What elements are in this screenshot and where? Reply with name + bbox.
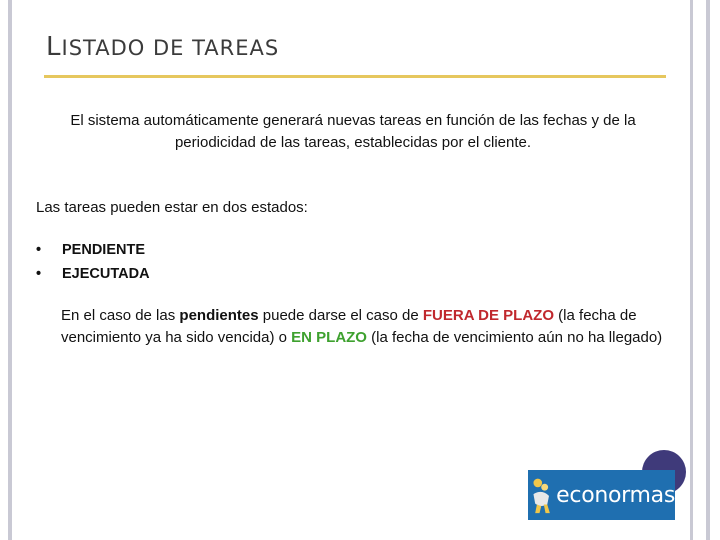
slide-left-border bbox=[8, 0, 12, 540]
explain-text-1: En el caso de las bbox=[61, 307, 180, 324]
title-rest: ISTADO DE TAREAS bbox=[61, 36, 280, 60]
page-title bbox=[46, 32, 279, 62]
intro-paragraph: El sistema automáticamente generará nuevas tareas en función de las fechas y de la periodicidad de las tareas, establecidas por el cliente. bbox=[70, 112, 636, 151]
slide-right-border bbox=[690, 0, 720, 540]
title-underline bbox=[44, 75, 666, 78]
states-list bbox=[36, 240, 150, 288]
explain-text-4: (la fecha de vencimiento aún no ha llegado) bbox=[366, 329, 663, 346]
person-icon bbox=[530, 472, 554, 518]
slide-right-border-line bbox=[706, 0, 710, 540]
logo-text: econormas bbox=[556, 482, 675, 508]
explain-text-2: puede darse el caso de bbox=[258, 307, 423, 324]
econormas-logo bbox=[528, 470, 675, 520]
state-pendiente: PENDIENTE bbox=[62, 242, 145, 258]
bullet-icon: • bbox=[36, 242, 42, 258]
title-initial: L bbox=[46, 32, 62, 62]
explain-text-3: (la fecha de vencimiento ya ha sido vencida) o bbox=[61, 307, 637, 346]
explanation-paragraph bbox=[61, 305, 671, 349]
list-item bbox=[36, 264, 150, 288]
fuera-de-plazo-label: FUERA DE PLAZO bbox=[422, 307, 555, 324]
state-ejecutada: EJECUTADA bbox=[62, 266, 150, 282]
list-item bbox=[36, 240, 150, 264]
en-plazo-label: EN PLAZO bbox=[291, 329, 367, 346]
states-label: Las tareas pueden estar en dos estados: bbox=[36, 199, 308, 216]
explain-pendientes: pendientes bbox=[179, 307, 259, 324]
bullet-icon: • bbox=[36, 266, 42, 282]
